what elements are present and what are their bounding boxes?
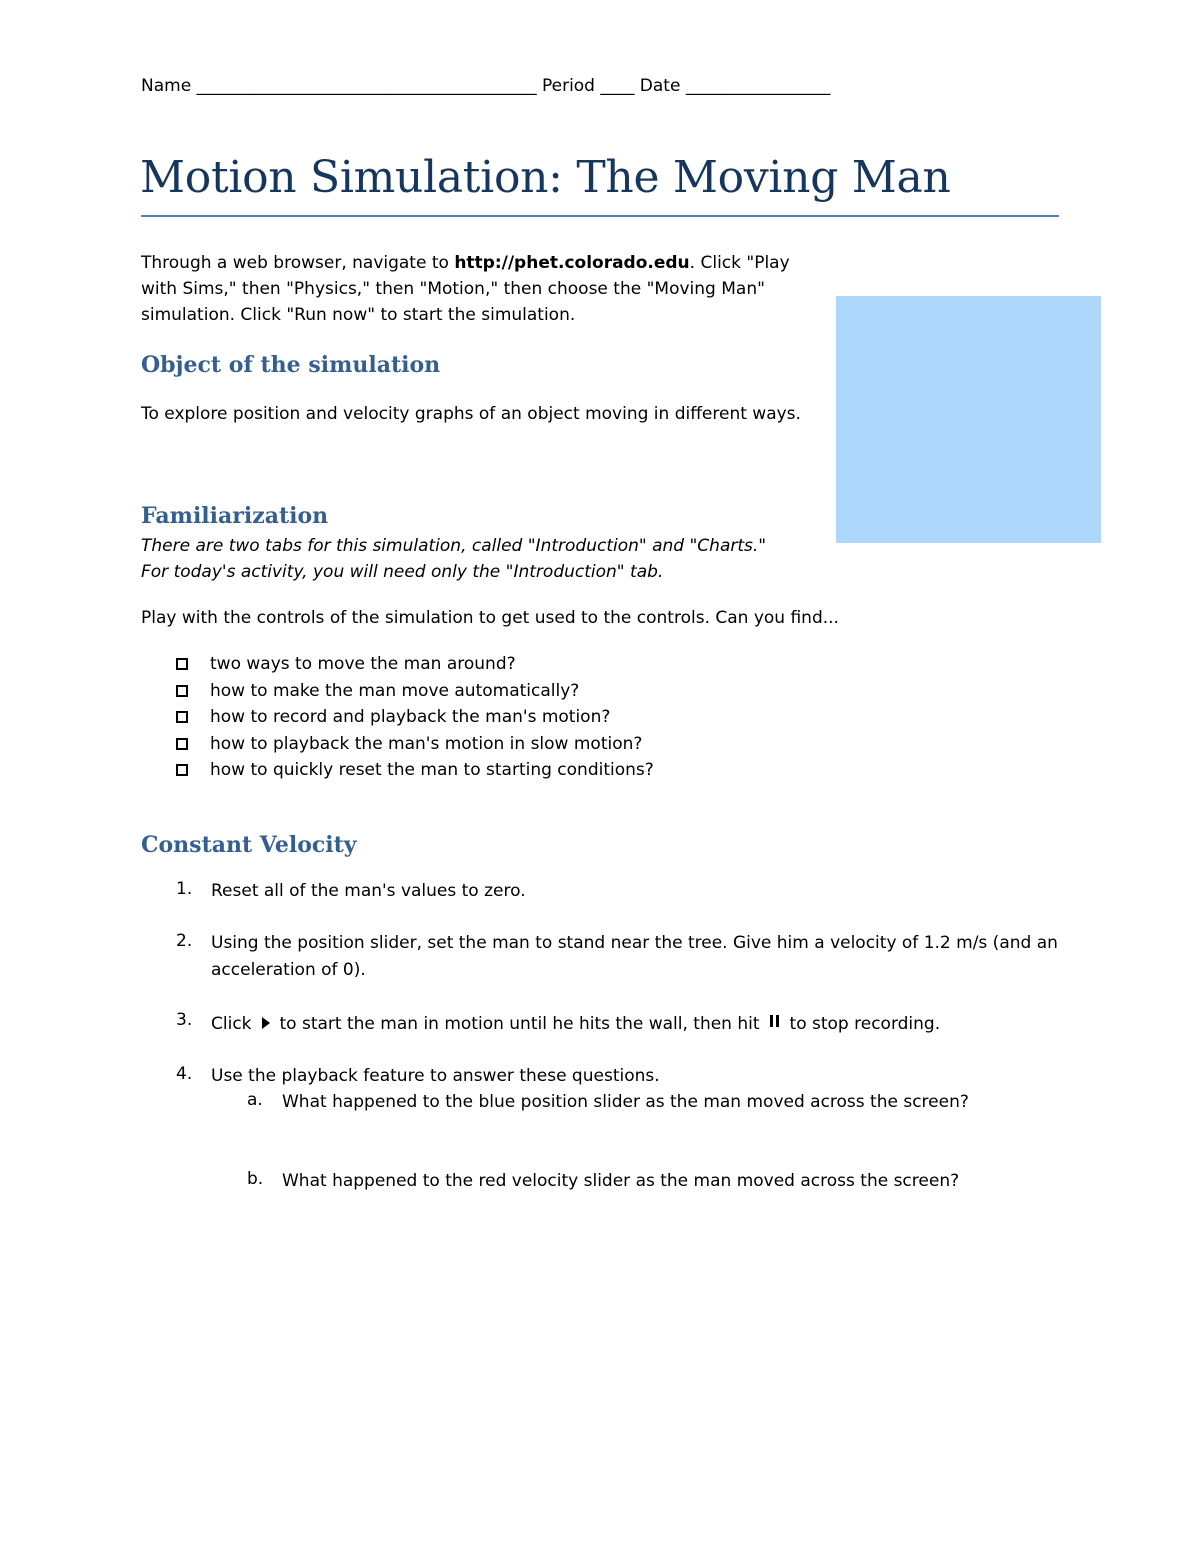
checklist-item-label: how to quickly reset the man to starting conditions? [210, 760, 654, 781]
date-blank: _________________ [685, 76, 831, 96]
controls-checklist [176, 651, 654, 784]
checkbox-icon[interactable] [176, 738, 188, 750]
step-text [211, 1009, 1091, 1039]
step-text: Use the playback feature to answer these questions. [211, 1066, 660, 1086]
name-blank: ________________________________________ [196, 76, 537, 96]
checklist-item [176, 678, 654, 705]
checklist-item [176, 757, 654, 784]
intro-text-before: Through a web browser, navigate to [141, 253, 455, 273]
step-text: Reset all of the man's values to zero. [211, 881, 526, 901]
phet-url-link[interactable]: http://phet.colorado.edu [454, 253, 690, 273]
checkbox-icon[interactable] [176, 685, 188, 697]
period-blank: ____ [600, 76, 635, 96]
substep-letter: b. [247, 1169, 264, 1189]
play-instructions: Play with the controls of the simulation to get used to the controls. Can you find... [141, 608, 839, 628]
familiarization-heading: Familiarization [141, 503, 329, 529]
substep-letter: a. [247, 1090, 263, 1110]
title-underline-rule [141, 215, 1059, 217]
step-number: 4. [176, 1064, 193, 1084]
pause-icon [770, 1009, 782, 1036]
intro-text-after: . Click "Play with Sims," then "Physics," then "Motion," then choose the "Moving Man" simulation. Click "Run now" to start the simulation. [141, 253, 790, 325]
substep-text: What happened to the red velocity slider as the man moved across the screen? [282, 1171, 960, 1191]
checklist-item [176, 651, 654, 678]
student-info-line [141, 76, 830, 96]
checkbox-icon[interactable] [176, 711, 188, 723]
object-heading: Object of the simulation [141, 352, 441, 378]
familiarization-note-line-2: For today's activity, you will need only the "Introduction" tab. [141, 562, 664, 582]
step-number: 3. [176, 1010, 193, 1030]
checklist-item-label: how to record and playback the man's motion? [210, 707, 611, 728]
checklist-item [176, 704, 654, 731]
simulation-image-placeholder [836, 296, 1101, 543]
familiarization-note-line-1: There are two tabs for this simulation, called "Introduction" and "Charts." [141, 536, 767, 556]
checkbox-icon[interactable] [176, 658, 188, 670]
step-text: Using the position slider, set the man to stand near the tree. Give him a velocity of 1.2 m/s (and an acceleration of 0). [211, 933, 1058, 980]
step-number: 1. [176, 879, 193, 899]
step-text-pre: Click [211, 1014, 252, 1034]
play-icon [262, 1017, 270, 1029]
step-number: 2. [176, 931, 193, 951]
checklist-item-label: how to playback the man's motion in slow motion? [210, 733, 643, 754]
object-text: To explore position and velocity graphs of an object moving in different ways. [141, 404, 801, 424]
date-label: Date [639, 76, 681, 96]
period-label: Period [541, 76, 595, 96]
checklist-item [176, 731, 654, 758]
step-text-mid: to start the man in motion until he hits the wall, then hit [279, 1014, 760, 1034]
name-label: Name [141, 76, 192, 96]
step-text-post: to stop recording. [789, 1014, 941, 1034]
checkbox-icon[interactable] [176, 764, 188, 776]
intro-paragraph [141, 250, 801, 328]
substep-text: What happened to the blue position slider as the man moved across the screen? [282, 1092, 969, 1112]
checklist-item-label: how to make the man move automatically? [210, 680, 580, 701]
checklist-item-label: two ways to move the man around? [210, 654, 516, 675]
constant-velocity-heading: Constant Velocity [141, 832, 357, 858]
page-title: Motion Simulation: The Moving Man [140, 152, 951, 203]
familiarization-note [141, 533, 841, 585]
